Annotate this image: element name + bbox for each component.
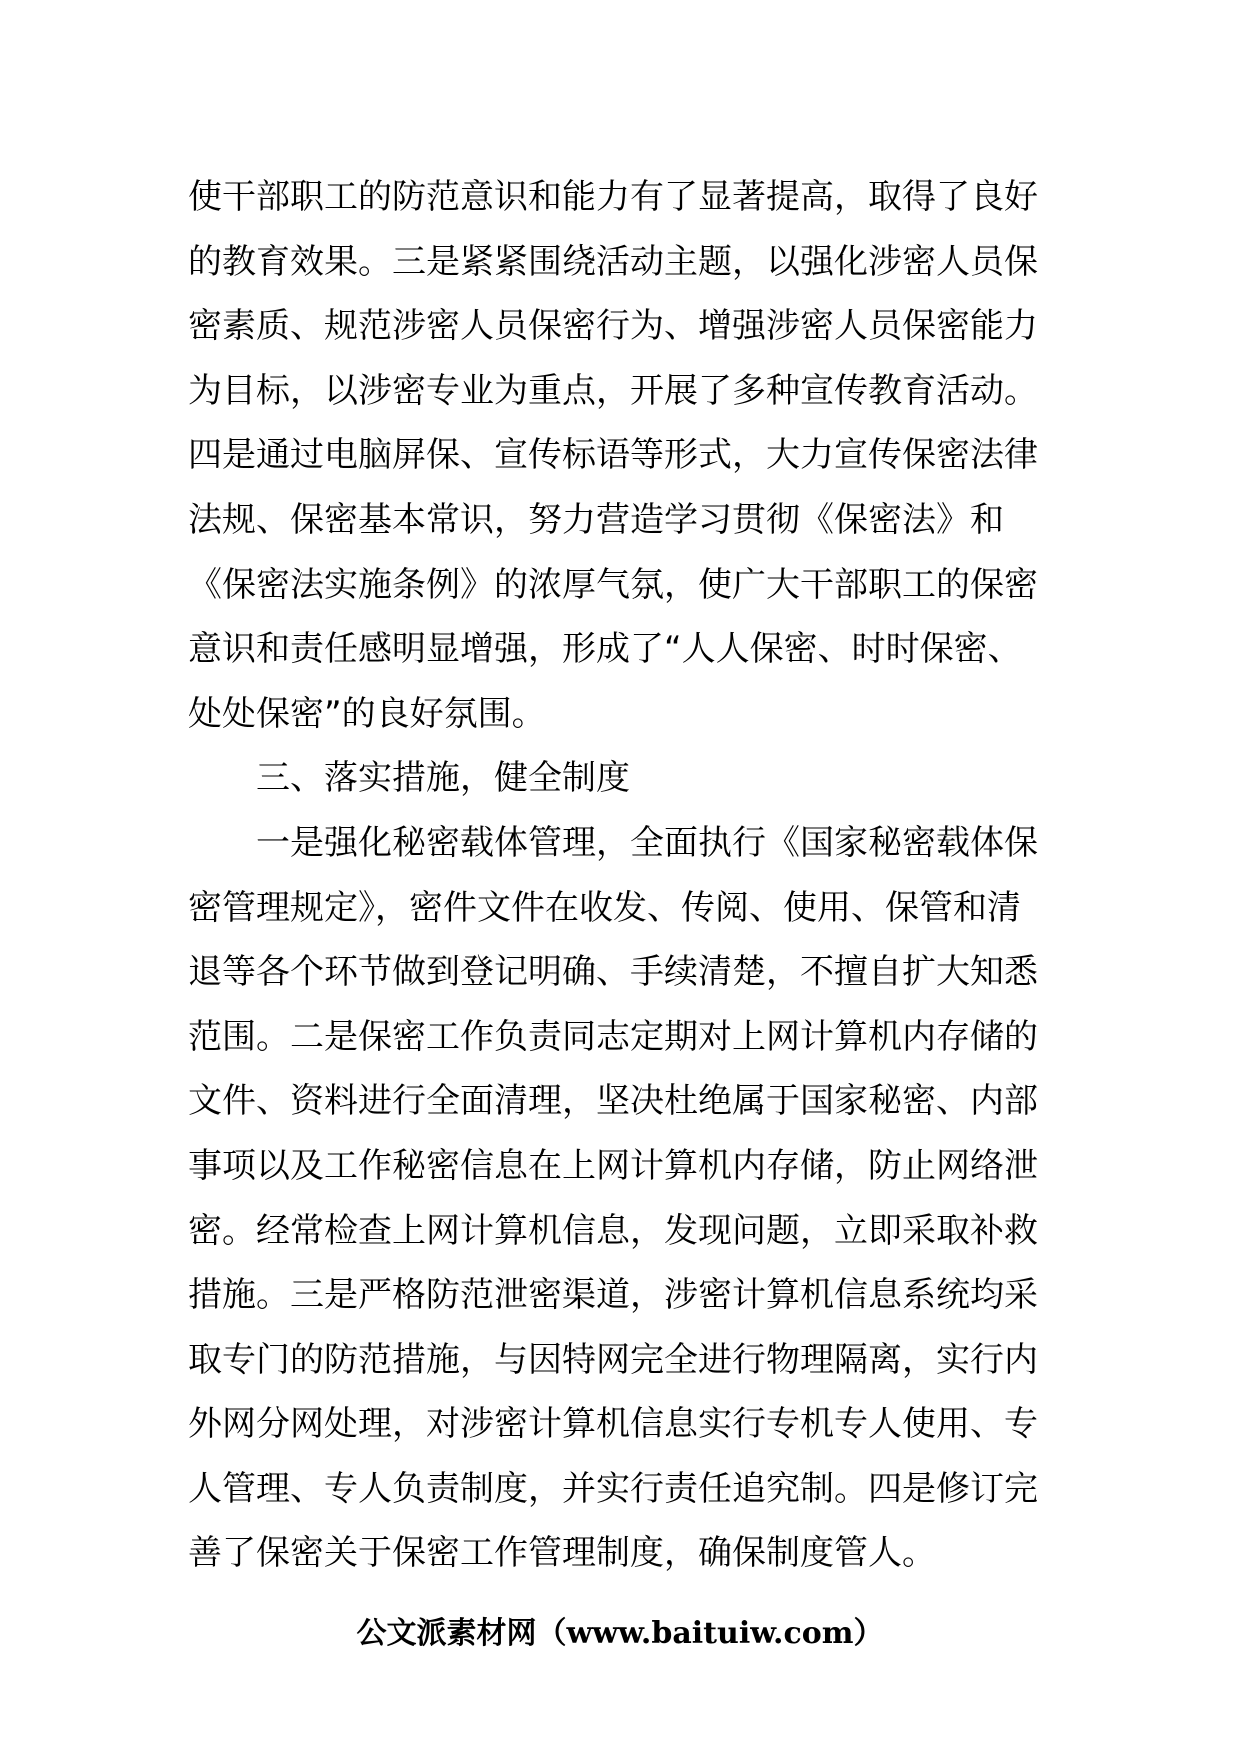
text-line: 文件、资料进行全面清理，坚决杜绝属于国家秘密、内部	[188, 1081, 1038, 1122]
text-line: 处处保密”的良好氛围。	[188, 693, 546, 734]
footer-site-name: 公文派素材网	[356, 1616, 537, 1651]
text-line: 外网分网处理，对涉密计算机信息实行专机专人使用、专	[188, 1404, 1038, 1445]
text-line: 取专门的防范措施，与因特网完全进行物理隔离，实行内	[188, 1339, 1038, 1380]
footer-watermark	[0, 1612, 1240, 1656]
document-body	[188, 165, 1068, 1586]
text-line: 法规、保密基本常识，努力营造学习贯彻《保密法》和	[188, 499, 1004, 540]
text-line: 密。经常检查上网计算机信息，发现问题，立即采取补救	[188, 1210, 1038, 1251]
text-line: 《保密法实施条例》的浓厚气氛，使广大干部职工的保密	[188, 564, 1038, 605]
text-line: 事项以及工作秘密信息在上网计算机内存储，防止网络泄	[188, 1145, 1038, 1186]
text-line: 使干部职工的防范意识和能力有了显著提高，取得了良好	[188, 177, 1038, 217]
text-line: 四是通过电脑屏保、宣传标语等形式，大力宣传保密法律	[188, 435, 1038, 476]
text-line: 退等各个环节做到登记明确、手续清楚，不擅自扩大知悉	[188, 952, 1038, 993]
text-line: 措施。三是严格防范泄密渠道，涉密计算机信息系统均采	[188, 1275, 1038, 1316]
section-heading: 三、落实措施，健全制度	[256, 758, 630, 799]
text-line: 一是强化秘密载体管理，全面执行《国家秘密载体保	[256, 822, 1038, 863]
text-line: 为目标，以涉密专业为重点，开展了多种宣传教育活动。	[188, 370, 1038, 411]
text-line: 意识和责任感明显增强，形成了“人人保密、时时保密、	[188, 629, 1022, 670]
text-line: 的教育效果。三是紧紧围绕活动主题，以强化涉密人员保	[188, 241, 1038, 282]
footer-site-url: （www.baituiw.com）	[536, 1616, 884, 1651]
text-line: 人管理、专人负责制度，并实行责任追究制。四是修订完	[188, 1468, 1038, 1509]
text-line: 善了保密关于保密工作管理制度，确保制度管人。	[188, 1533, 936, 1574]
text-line: 密素质、规范涉密人员保密行为、增强涉密人员保密能力	[188, 306, 1038, 347]
text-line: 范围。二是保密工作负责同志定期对上网计算机内存储的	[188, 1016, 1038, 1057]
text-line: 密管理规定》，密件文件在收发、传阅、使用、保管和清	[188, 887, 1021, 928]
